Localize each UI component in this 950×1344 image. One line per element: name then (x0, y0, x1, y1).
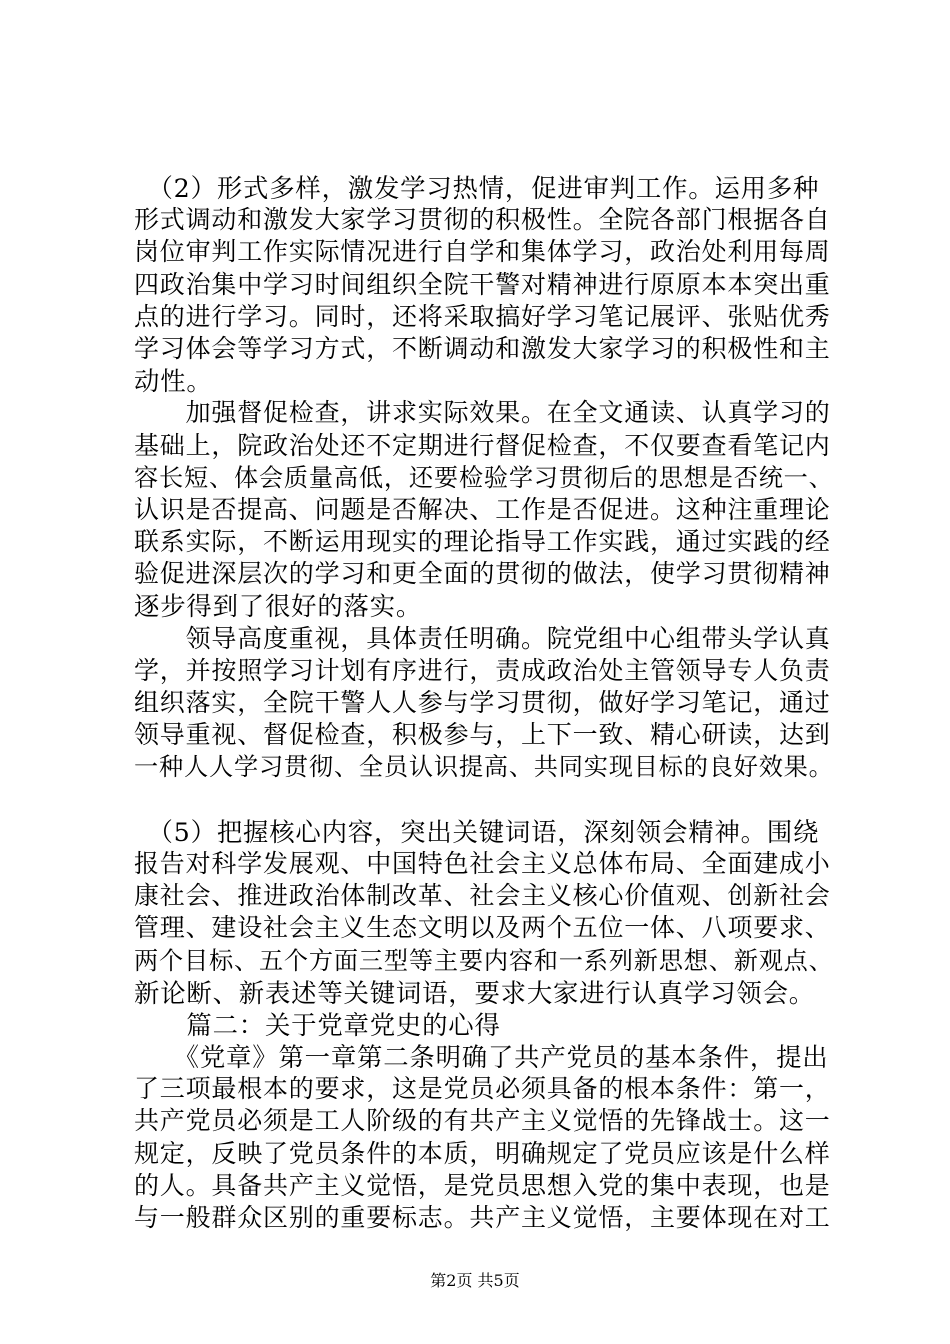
text-line: 组织落实，全院干警人人参与学习贯彻，做好学习笔记，通过 (134, 688, 831, 717)
text-line: 与一般群众区别的重要标志。共产主义觉悟，主要体现在对工 (134, 1203, 831, 1232)
text-line: 领导重视、督促检查，积极参与，上下一致、精心研读，达到 (134, 720, 831, 750)
text-line: 联系实际，不断运用现实的理论指导工作实践，通过实践的经 (134, 527, 831, 557)
document-body (134, 172, 834, 1234)
text-line: 动性。 (134, 366, 213, 397)
text-line: 的人。具备共产主义觉悟，是党员思想入党的集中表现，也是 (134, 1170, 831, 1200)
text-line: 认识是否提高、问题是否解决、工作是否促进。这种注重理论 (134, 494, 831, 524)
text-line: 四政治集中学习时间组织全院干警对精神进行原原本本突出重 (134, 269, 831, 299)
text-line: 加强督促检查，讲求实际效果。在全文通读、认真学习的 (134, 398, 831, 428)
text-line: 学习体会等学习方式，不断调动和激发大家学习的积极性和主 (134, 333, 831, 363)
text-line: 篇二：关于党章党史的心得 (134, 1009, 501, 1040)
text-line: 共产党员必须是工人阶级的有共产主义觉悟的先锋战士。这一 (134, 1106, 831, 1136)
text-line: 领导高度重视，具体责任明确。院党组中心组带头学认真 (134, 623, 831, 653)
text-line: 康社会、推进政治体制改革、社会主义核心价值观、创新社会 (134, 881, 831, 911)
text-line: 了三项最根本的要求，这是党员必须具备的根本条件：第一， (134, 1074, 831, 1104)
text-line: 岗位审判工作实际情况进行自学和集体学习，政治处利用每周 (134, 237, 831, 267)
text-line: 容长短、体会质量高低，还要检验学习贯彻后的思想是否统一、 (134, 463, 834, 492)
text-line: 逐步得到了很好的落实。 (134, 591, 423, 622)
text-line: 新论断、新表述等关键词语，要求大家进行认真学习领会。 (134, 977, 815, 1008)
blank-line (134, 784, 834, 816)
text-line: 两个目标、五个方面三型等主要内容和一系列新思想、新观点、 (134, 946, 834, 975)
text-line: 《党章》第一章第二条明确了共产党员的基本条件，提出 (134, 1042, 829, 1073)
text-line: 形式调动和激发大家学习贯彻的积极性。全院各部门根据各自 (134, 205, 831, 235)
text-line: 点的进行学习。同时，还将采取搞好学习笔记展评、张贴优秀 (134, 301, 831, 331)
text-line: 验促进深层次的学习和更全面的贯彻的做法，使学习贯彻精神 (134, 559, 831, 589)
text-line: 规定，反映了党员条件的本质，明确规定了党员应该是什么样 (134, 1138, 831, 1168)
page-number-footer: 第2页 共5页 (430, 1271, 520, 1290)
text-line: （5）把握核心内容，突出关键词语，深刻领会精神。围绕 (134, 816, 820, 847)
text-line: （2）形式多样，激发学习热情，促进审判工作。运用多种 (134, 173, 820, 203)
text-line: 学，并按照学习计划有序进行，责成政治处主管领导专人负责 (134, 655, 831, 685)
text-line: 报告对科学发展观、中国特色社会主义总体布局、全面建成小 (134, 848, 831, 878)
text-line: 一种人人学习贯彻、全员认识提高、共同实现目标的良好效果。 (134, 753, 834, 782)
text-line: 基础上，院政治处还不定期进行督促检查，不仅要查看笔记内 (134, 430, 831, 460)
text-line: 管理、建设社会主义生态文明以及两个五位一体、八项要求、 (134, 913, 831, 943)
